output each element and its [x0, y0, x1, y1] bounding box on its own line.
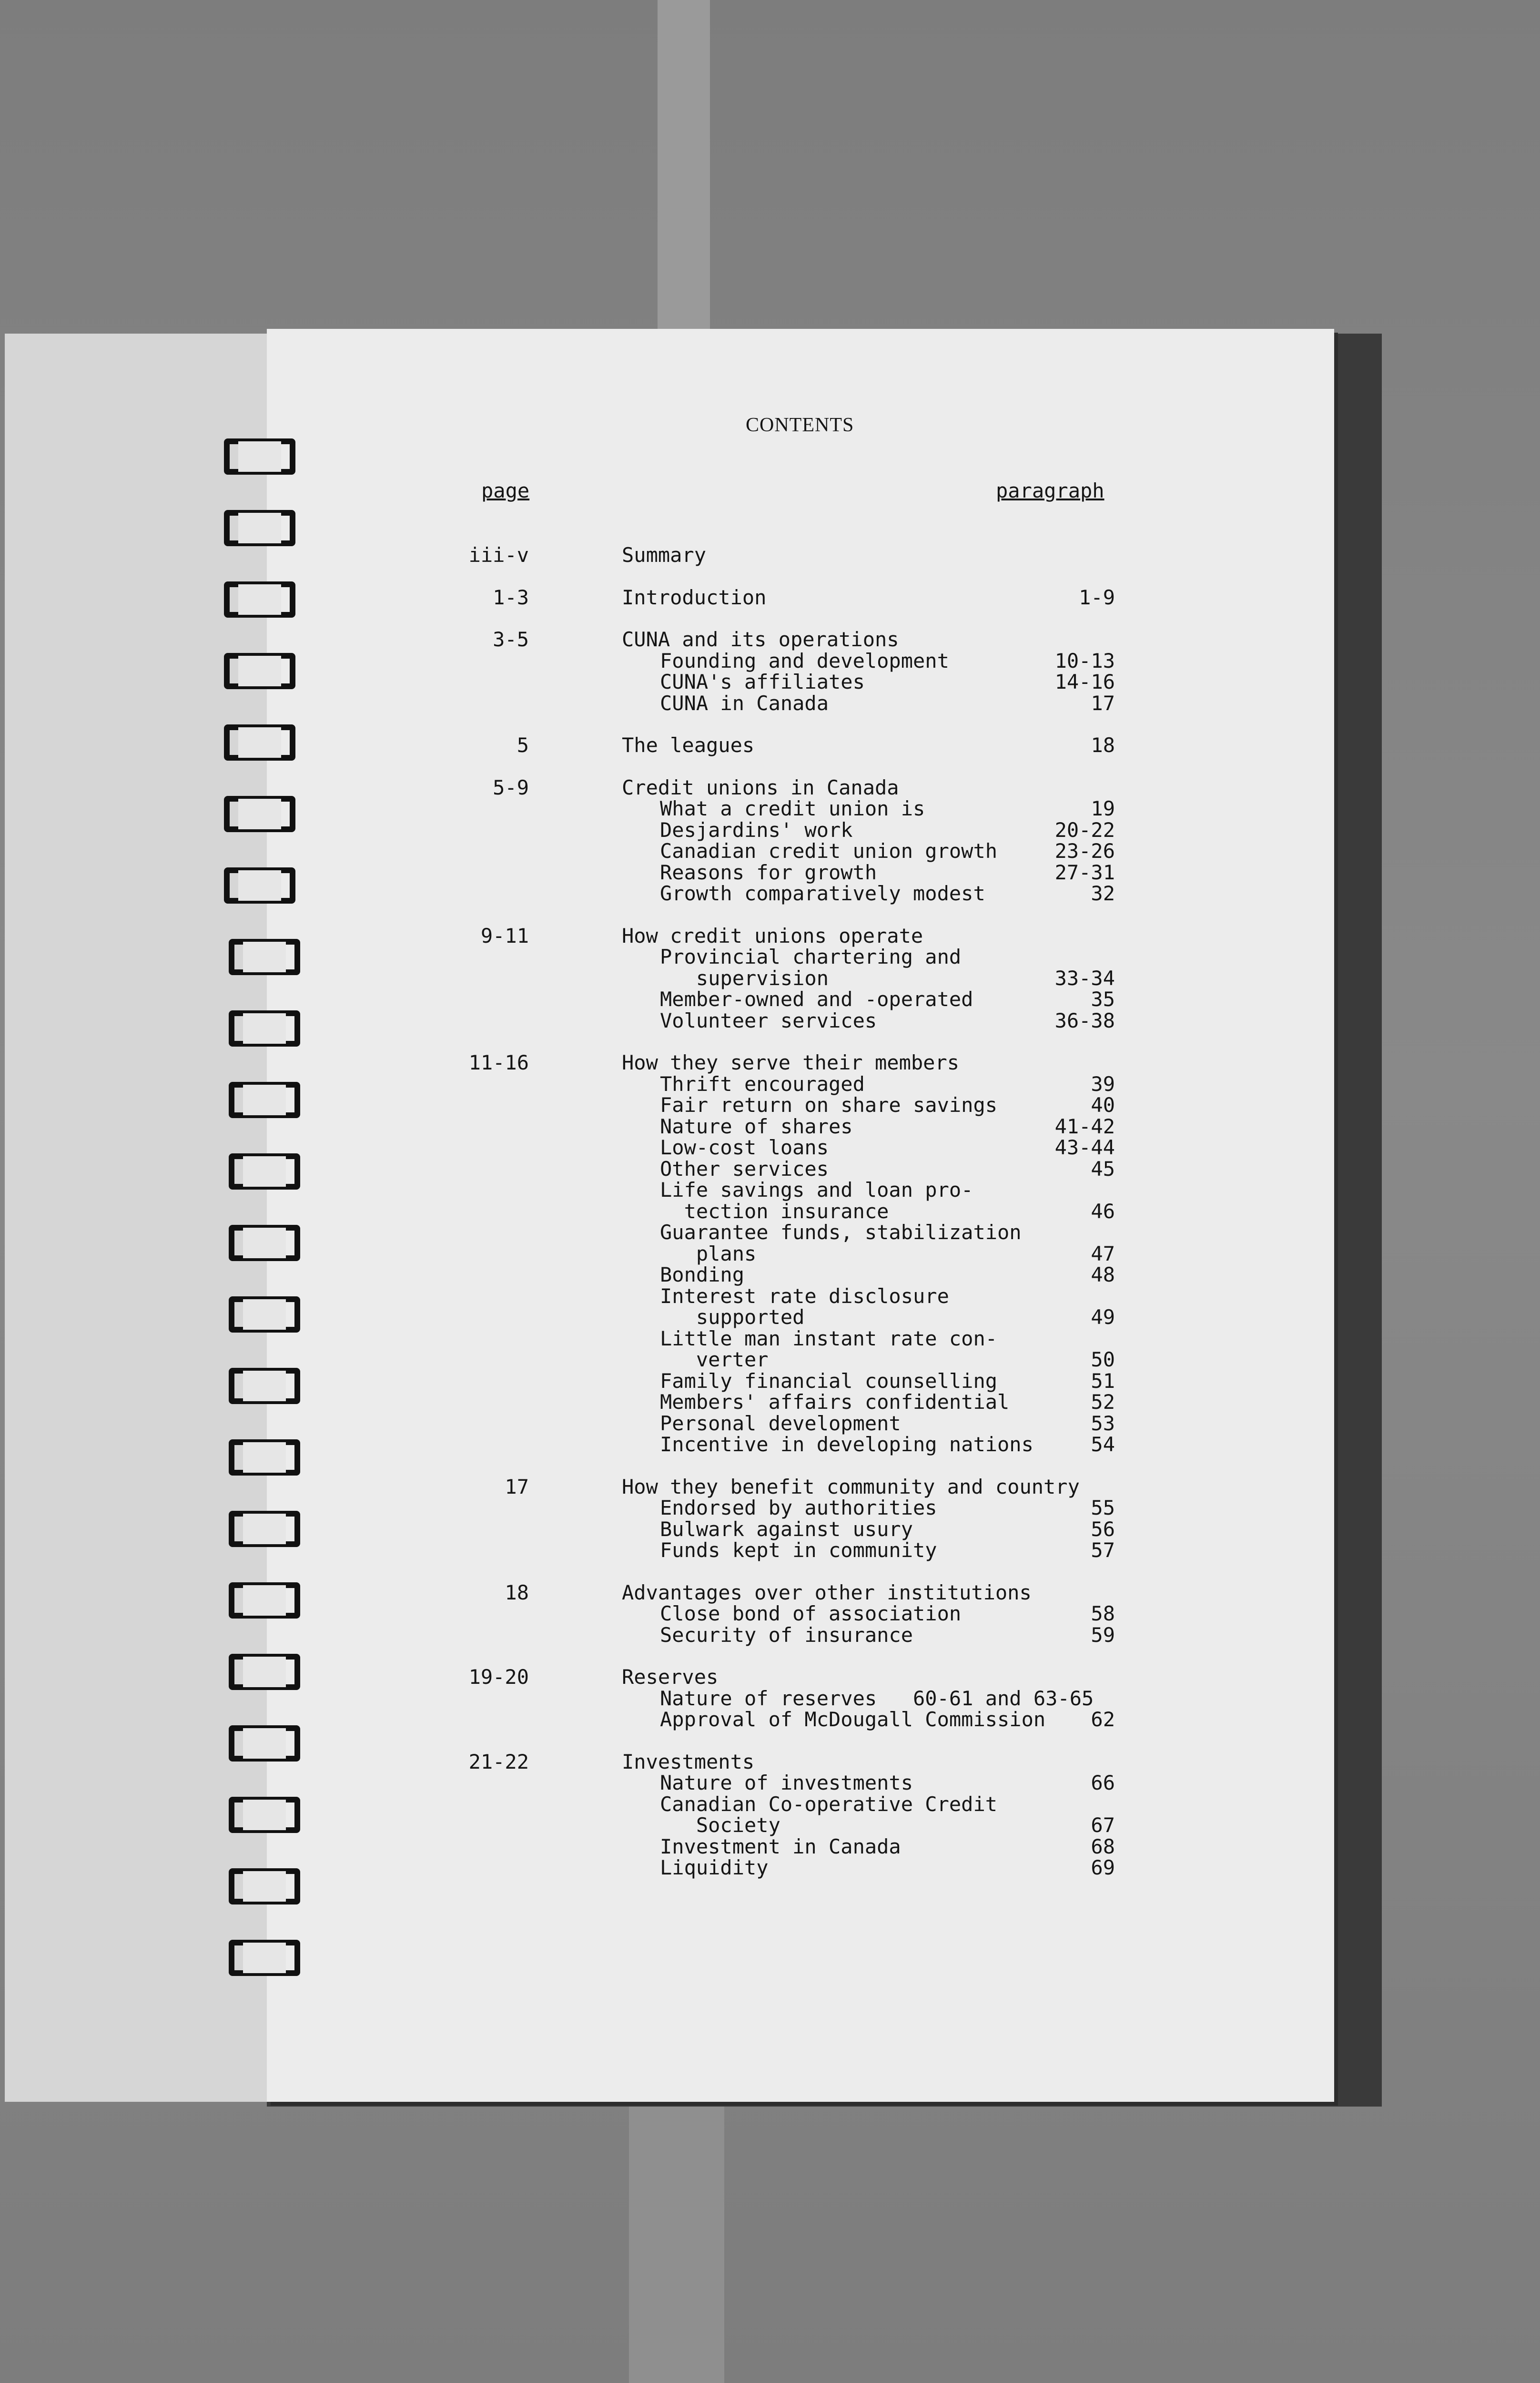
entry-paragraph: 58 [1091, 1602, 1115, 1625]
entry-text: Family financial counselling [660, 1369, 998, 1393]
entry-paragraph: 56 [1091, 1517, 1115, 1541]
entry-page: iii-v [468, 543, 529, 567]
entry-text: Introduction [622, 585, 767, 609]
entry-page: 19-20 [468, 1665, 529, 1689]
entry-page: 21-22 [468, 1750, 529, 1773]
entry-text: The leagues [622, 733, 755, 757]
entry-paragraph: 41-42 [1054, 1114, 1115, 1138]
entry-paragraph: 35 [1091, 988, 1115, 1011]
entry-paragraph: 23-26 [1054, 839, 1115, 863]
entry-text: Credit unions in Canada [622, 775, 899, 799]
entry-text: Little man instant rate con- [660, 1326, 998, 1350]
entry-paragraph: 53 [1091, 1411, 1115, 1435]
entry-page: 9-11 [480, 924, 529, 947]
entry-paragraph: 27-31 [1054, 860, 1115, 884]
entry-page: 11-16 [468, 1051, 529, 1074]
entry-text: Reasons for growth [660, 860, 877, 884]
entry-text: supported [660, 1305, 805, 1329]
entry-paragraph: 36-38 [1054, 1008, 1115, 1032]
entry-text: CUNA in Canada [660, 691, 829, 715]
entry-text: Personal development [660, 1411, 901, 1435]
page-column-header: page [481, 479, 530, 502]
entry-text: Provincial chartering and [660, 945, 962, 968]
entry-paragraph: 57 [1091, 1538, 1115, 1562]
entry-text: Summary [622, 543, 707, 567]
entry-text: Growth comparatively modest [660, 882, 985, 905]
entry-paragraph: 62 [1091, 1708, 1115, 1731]
entry-paragraph: 10-13 [1054, 649, 1115, 672]
entry-text: Bulwark against usury [660, 1517, 913, 1541]
entry-text: Thrift encouraged [660, 1072, 865, 1096]
entry-paragraph: 69 [1091, 1856, 1115, 1879]
entry-text: Desjardins' work [660, 818, 853, 842]
entry-text: tection insurance [660, 1199, 889, 1223]
entry-text: Life savings and loan pro- [660, 1178, 973, 1202]
entry-text: Investments [622, 1750, 755, 1773]
entry-text: How they serve their members [622, 1051, 960, 1074]
entry-text: Volunteer services [660, 1008, 877, 1032]
entry-page: 17 [505, 1475, 529, 1498]
entry-text: Investment in Canada [660, 1834, 901, 1858]
entry-text: CUNA's affiliates [660, 670, 865, 693]
entry-text: Nature of investments [660, 1771, 913, 1794]
entry-paragraph: 55 [1091, 1496, 1115, 1519]
entry-text: Endorsed by authorities [660, 1496, 937, 1519]
entry-text: plans [660, 1242, 757, 1265]
entry-text: Canadian credit union growth [660, 839, 998, 863]
entry-text: Member-owned and -operated [660, 988, 973, 1011]
entry-text: Fair return on share savings [660, 1093, 998, 1117]
entry-text: Reserves [622, 1665, 719, 1689]
entry-text: Low-cost loans [660, 1136, 829, 1159]
entry-paragraph: 49 [1091, 1305, 1115, 1329]
entry-paragraph: 54 [1091, 1433, 1115, 1456]
entry-text: How credit unions operate [622, 924, 923, 947]
entry-text: Nature of reserves 60-61 and 63-65 [660, 1686, 1094, 1710]
entry-text: Members' affairs confidential [660, 1390, 1010, 1414]
entry-paragraph: 39 [1091, 1072, 1115, 1096]
entry-paragraph: 68 [1091, 1834, 1115, 1858]
entry-text: How they benefit community and country [622, 1475, 1080, 1498]
entry-text: supervision [660, 966, 829, 990]
entry-text: Approval of McDougall Commission [660, 1708, 1046, 1731]
entry-paragraph: 51 [1091, 1369, 1115, 1393]
entry-paragraph: 48 [1091, 1263, 1115, 1286]
entry-text: Incentive in developing nations [660, 1433, 1033, 1456]
entry-paragraph: 43-44 [1054, 1136, 1115, 1159]
entry-paragraph: 50 [1091, 1348, 1115, 1371]
entry-paragraph: 67 [1091, 1813, 1115, 1837]
entry-text: verter [660, 1348, 769, 1371]
entry-paragraph: 33-34 [1054, 966, 1115, 990]
entry-text: Guarantee funds, stabilization [660, 1221, 1022, 1244]
entry-text: CUNA and its operations [622, 628, 899, 651]
entry-page: 5-9 [493, 775, 529, 799]
entry-paragraph: 59 [1091, 1623, 1115, 1647]
entry-paragraph: 1-9 [1079, 585, 1115, 609]
entry-text: Founding and development [660, 649, 949, 672]
entry-text: Close bond of association [660, 1602, 962, 1625]
entry-text: Bonding [660, 1263, 745, 1286]
entry-text: Funds kept in community [660, 1538, 937, 1562]
entry-paragraph: 14-16 [1054, 670, 1115, 693]
entry-text: Advantages over other institutions [622, 1580, 1032, 1604]
entry-paragraph: 20-22 [1054, 818, 1115, 842]
entry-paragraph: 45 [1091, 1157, 1115, 1181]
entry-text: Security of insurance [660, 1623, 913, 1647]
entry-text: Liquidity [660, 1856, 769, 1879]
entry-paragraph: 66 [1091, 1771, 1115, 1794]
entry-page: 5 [517, 733, 529, 757]
entry-page: 18 [505, 1580, 529, 1604]
entry-text: Other services [660, 1157, 829, 1181]
entry-page: 1-3 [493, 585, 529, 609]
entry-text: Society [660, 1813, 780, 1837]
entry-text: Interest rate disclosure [660, 1284, 949, 1308]
entry-paragraph: 19 [1091, 797, 1115, 820]
contents-title: CONTENTS [746, 414, 854, 436]
entry-text: Canadian Co-operative Credit [660, 1792, 998, 1816]
entry-paragraph: 32 [1091, 882, 1115, 905]
entry-paragraph: 46 [1091, 1199, 1115, 1223]
entry-text: Nature of shares [660, 1114, 853, 1138]
entry-text: What a credit union is [660, 797, 925, 820]
paragraph-column-header: paragraph [996, 479, 1104, 502]
entry-paragraph: 17 [1091, 691, 1115, 715]
entry-paragraph: 18 [1091, 733, 1115, 757]
entry-paragraph: 40 [1091, 1093, 1115, 1117]
entry-paragraph: 52 [1091, 1390, 1115, 1414]
entry-page: 3-5 [493, 628, 529, 651]
entry-paragraph: 47 [1091, 1242, 1115, 1265]
